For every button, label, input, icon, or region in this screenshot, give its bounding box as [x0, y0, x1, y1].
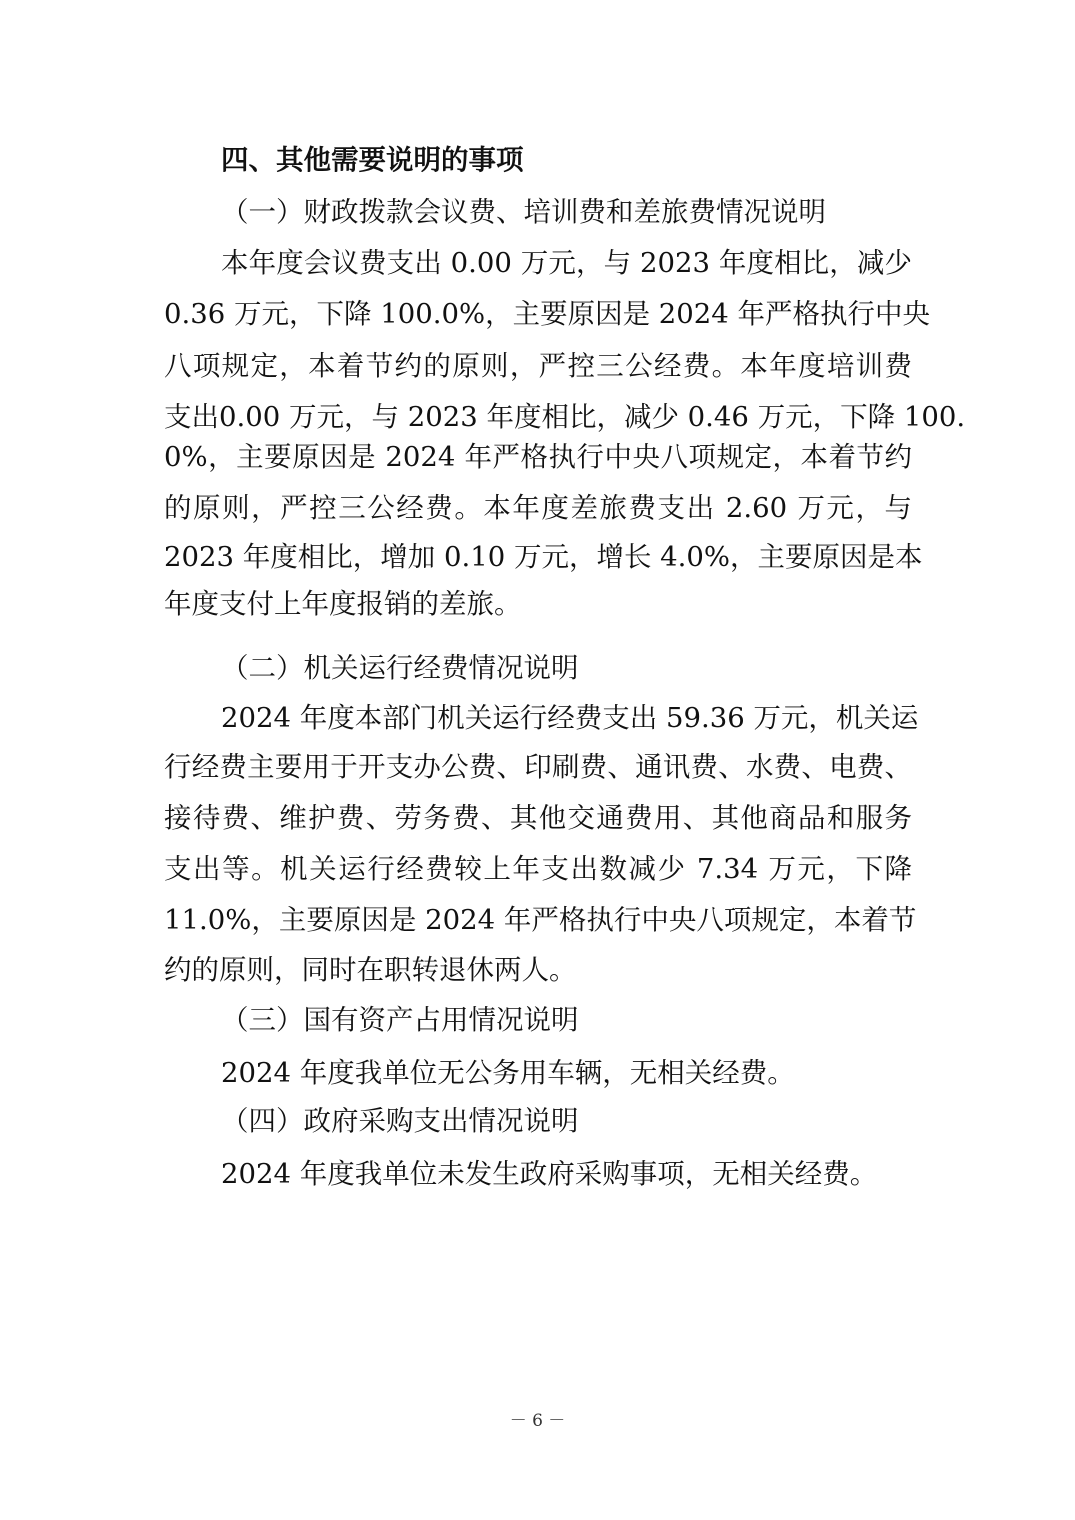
paragraph-line: 的原则，严控三公经费。本年度差旅费支出 2.60 万元，与	[164, 492, 912, 524]
paragraph-line: 本年度会议费支出 0.00 万元，与 2023 年度相比，减少	[221, 247, 912, 279]
paragraph-line: 2024 年度我单位无公务用车辆，无相关经费。	[221, 1057, 795, 1089]
paragraph-line: 年度支付上年度报销的差旅。	[164, 588, 522, 620]
paragraph-line: 约的原则，同时在职转退休两人。	[164, 954, 577, 986]
page-number: － 6 －	[509, 1411, 566, 1431]
paragraph-line: 2023 年度相比，增加 0.10 万元，增长 4.0%，主要原因是本	[164, 541, 923, 573]
paragraph-line: 八项规定，本着节约的原则，严控三公经费。本年度培训费	[164, 350, 912, 382]
subsection-title-3: （三）国有资产占用情况说明	[221, 1004, 579, 1036]
paragraph-line: 支出等。机关运行经费较上年支出数减少 7.34 万元，下降	[164, 853, 912, 885]
section-heading: 四、其他需要说明的事项	[221, 144, 524, 176]
paragraph-line: 2024 年度我单位未发生政府采购事项，无相关经费。	[221, 1158, 878, 1190]
subsection-title-1: （一）财政拨款会议费、培训费和差旅费情况说明	[221, 196, 826, 228]
paragraph-line: 接待费、维护费、劳务费、其他交通费用、其他商品和服务	[164, 802, 912, 834]
subsection-title-2: （二）机关运行经费情况说明	[221, 652, 579, 684]
subsection-title-4: （四）政府采购支出情况说明	[221, 1105, 579, 1137]
paragraph-line: 2024 年度本部门机关运行经费支出 59.36 万元，机关运	[221, 702, 919, 734]
paragraph-line: 0%，主要原因是 2024 年严格执行中央八项规定，本着节约	[164, 441, 912, 473]
paragraph-line: 支出0.00 万元，与 2023 年度相比，减少 0.46 万元，下降 100.	[164, 401, 966, 433]
paragraph-line: 0.36 万元，下降 100.0%，主要原因是 2024 年严格执行中央	[164, 298, 931, 330]
paragraph-line: 11.0%，主要原因是 2024 年严格执行中央八项规定，本着节	[164, 904, 917, 936]
paragraph-line: 行经费主要用于开支办公费、印刷费、通讯费、水费、电费、	[164, 751, 912, 783]
